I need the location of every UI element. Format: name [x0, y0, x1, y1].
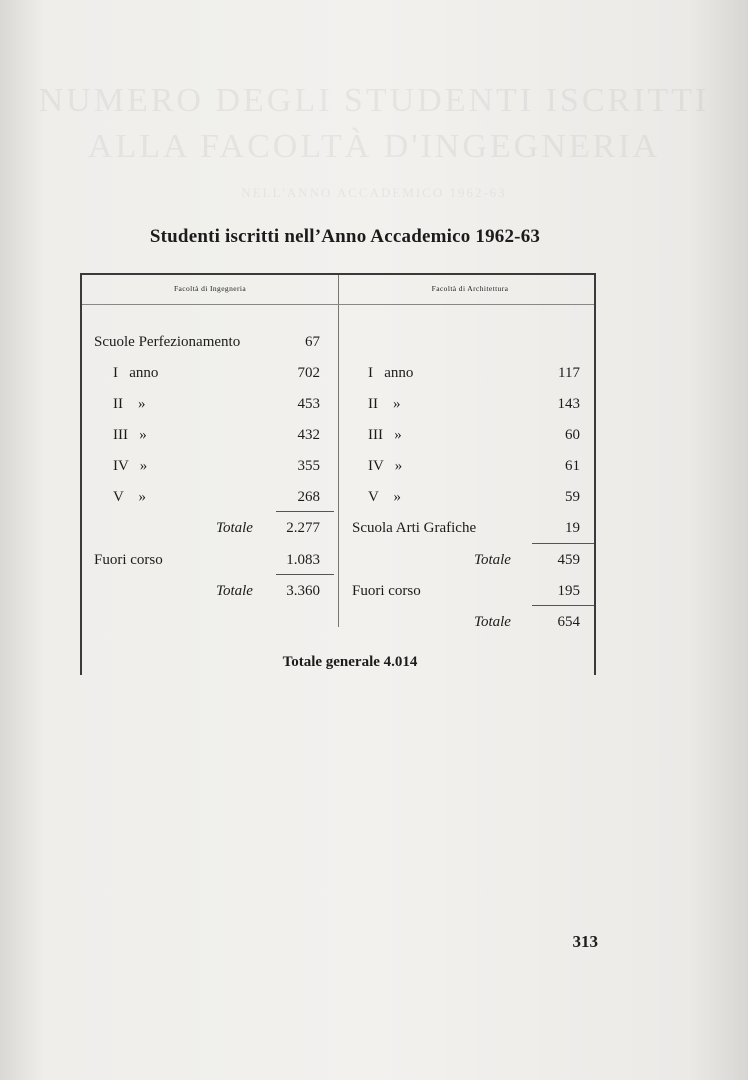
right-row-value: 59	[565, 489, 580, 505]
right-row-value: 117	[558, 365, 580, 381]
left-row-label: Scuole Perfezionamento	[94, 334, 241, 350]
right-total-value: 654	[557, 614, 580, 630]
left-fuori-label: Fuori corso	[94, 552, 163, 568]
right-row-label: II »	[368, 396, 401, 412]
left-row-value: 432	[297, 427, 320, 443]
left-row-value: 67	[305, 334, 320, 350]
left-row-label: II »	[113, 396, 146, 412]
right-row-value: 60	[565, 427, 580, 443]
table-column-divider	[338, 275, 339, 627]
left-subtotal-value: 2.277	[286, 520, 320, 536]
grand-total: Totale generale 4.014	[282, 654, 418, 670]
right-row-label: IV »	[368, 458, 403, 474]
right-total-label: Totale	[474, 614, 511, 630]
right-row-label: I anno	[368, 365, 414, 381]
right-row-label: Scuola Arti Grafiche	[352, 520, 477, 536]
left-row-value: 268	[297, 489, 320, 505]
header-architettura: Facoltà di Architettura	[431, 284, 509, 293]
right-row-label: V »	[368, 489, 402, 505]
show-through-text: NELL'ANNO ACCADEMICO 1962-63	[241, 185, 507, 200]
right-fuori-label: Fuori corso	[352, 583, 421, 599]
left-total-label: Totale	[216, 583, 253, 599]
left-total-value: 3.360	[286, 583, 320, 599]
table-right-border	[594, 273, 596, 675]
sum-rule	[532, 543, 594, 544]
right-row-value: 143	[557, 396, 580, 412]
left-row-value: 702	[297, 365, 320, 381]
left-row-value: 355	[297, 458, 320, 474]
right-row-label: III »	[368, 427, 402, 443]
right-subtotal-label: Totale	[474, 552, 511, 568]
page-title: Studenti iscritti nell’Anno Accademico 1962-63	[149, 226, 541, 247]
left-subtotal-label: Totale	[216, 520, 253, 536]
sum-rule	[532, 605, 594, 606]
table-left-border	[80, 273, 82, 675]
left-row-label: III »	[113, 427, 147, 443]
right-subtotal-value: 459	[557, 552, 580, 568]
right-row-value: 61	[565, 458, 580, 474]
left-row-label: V »	[113, 489, 147, 505]
right-fuori-value: 195	[557, 583, 580, 599]
left-row-label: I anno	[113, 365, 159, 381]
left-row-label: IV »	[113, 458, 148, 474]
left-fuori-value: 1.083	[286, 552, 320, 568]
table-header-rule	[82, 304, 594, 305]
header-ingegneria: Facoltà di Ingegneria	[173, 284, 247, 293]
page-number: 313	[572, 932, 598, 951]
sum-rule	[276, 574, 334, 575]
show-through-text: NUMERO DEGLI STUDENTI ISCRITTI	[38, 82, 710, 119]
left-row-value: 453	[297, 396, 320, 412]
sum-rule	[276, 511, 334, 512]
right-row-value: 19	[565, 520, 580, 536]
show-through-text: ALLA FACOLTÀ D'INGEGNERIA	[87, 128, 661, 165]
